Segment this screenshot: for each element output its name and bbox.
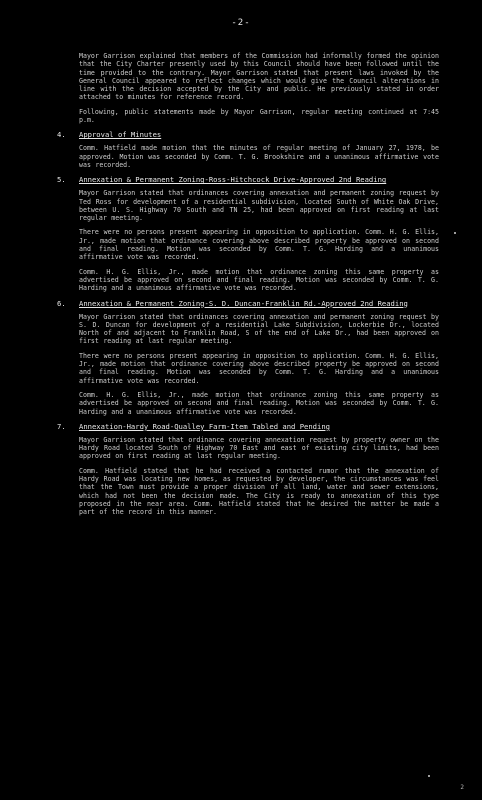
section-annexation-ross <box>57 175 439 293</box>
page-content <box>57 52 439 522</box>
section-heading <box>57 130 439 139</box>
section-paragraph: Comm. H. G. Ellis, Jr., made motion that ordinance zoning this same property as advertised be approved on second and final reading. Motion was seconded by Comm. T. G. Harding and a unanimous affirmative vote was recorded. <box>79 390 439 416</box>
section-paragraph: Comm. Hatfield made motion that the minutes of regular meeting of January 27, 1978, be approved. Motion was seconded by Comm. T. G. Brookshire and a unanimous affirmative vote was recorded. <box>79 144 439 169</box>
section-annexation-duncan <box>57 298 439 416</box>
section-paragraph: Mayor Garrison stated that ordinances covering annexation and permanent zoning request by S. D. Duncan for development of a residential Lake Subdivision, Lockerbie Dr., located North of and adjacent to Franklin Road, S of the end of Lake Dr., had been approved on first reading at last regular meeting. <box>79 312 439 346</box>
section-paragraph: Mayor Garrison stated that ordinance covering annexation request by property owner on the Hardy Road located South of Highway 70 East and east of existing city limits, had been approved on first reading at last regular meeting. <box>79 435 439 461</box>
section-title: Approval of Minutes <box>79 130 162 140</box>
section-title: Annexation & Permanent Zoning-S. D. Duncan-Franklin Rd.-Approved 2nd Reading <box>79 298 408 308</box>
scan-speck <box>454 232 456 234</box>
intro-paragraph: Following, public statements made by Mayor Garrison, regular meeting continued at 7:45 p.m. <box>79 107 439 125</box>
intro-paragraph: Mayor Garrison explained that members of the Commission had informally formed the opinion that the City Charter presently used by this Council should have been followed until the time provided to the contrary. Mayor Garrison stated that present laws invoked by the General Council appeared to reflect changes which would give the Council alterations in line with the decision accepted by the City and public. He previously stated in order attached to minutes for reference record. <box>79 52 439 102</box>
section-annexation-hardy-road <box>57 421 439 517</box>
section-paragraph: There were no persons present appearing in opposition to application. Comm. H. G. Ellis, Jr., made motion that ordinance covering above described property be approved on second and final reading. Motion was seconded by Comm. T. G. Harding and a unanimous affirmative vote was recorded. <box>79 228 439 262</box>
section-heading <box>57 299 439 308</box>
section-number: 5. <box>57 175 66 185</box>
section-paragraph: Comm. H. G. Ellis, Jr., made motion that ordinance zoning this same property as advertised be approved on second and final reading. Motion was seconded by Comm. T. G. Harding and a unanimous affirmative vote was recorded. <box>79 267 439 293</box>
section-paragraph: Comm. Hatfield stated that he had received a contacted rumor that the annexation of Hardy Road was locating new homes, as requested by developer, the circumstances was feel that the Town must provide a proper division of all land, water and sewer extensions, which had not been the decision made. The City is ready to annexation of this type proposed in the near area. Comm. Hatfield stated that he desired the matter be made a part of the record in this manner. <box>79 466 439 517</box>
scan-speck <box>428 775 430 777</box>
section-number: 6. <box>57 298 66 308</box>
page-number: -2- <box>231 18 251 28</box>
section-heading <box>57 175 439 184</box>
section-heading <box>57 422 439 431</box>
section-title: Annexation-Hardy Road-Qualley Farm-Item Tabled and Pending <box>79 421 330 431</box>
section-paragraph: There were no persons present appearing in opposition to application. Comm. H. G. Ellis, Jr., made motion that ordinance covering above described property be approved on second and final reading. Motion was seconded by Comm. T. G. Harding and a unanimous affirmative vote was recorded. <box>79 351 439 385</box>
section-paragraph: Mayor Garrison stated that ordinances covering annexation and permanent zoning request by Ted Ross for development of a residential subdivision, located South of White Oak Drive, between U. S. Highway 70 South and TN 25, had been approved on first reading at last regular meeting. <box>79 189 439 223</box>
footer-mark: 2 <box>460 784 464 791</box>
section-number: 7. <box>57 421 66 431</box>
section-approval-of-minutes <box>57 130 439 169</box>
section-title: Annexation & Permanent Zoning-Ross-Hitchcock Drive-Approved 2nd Reading <box>79 175 387 185</box>
section-number: 4. <box>57 130 66 140</box>
